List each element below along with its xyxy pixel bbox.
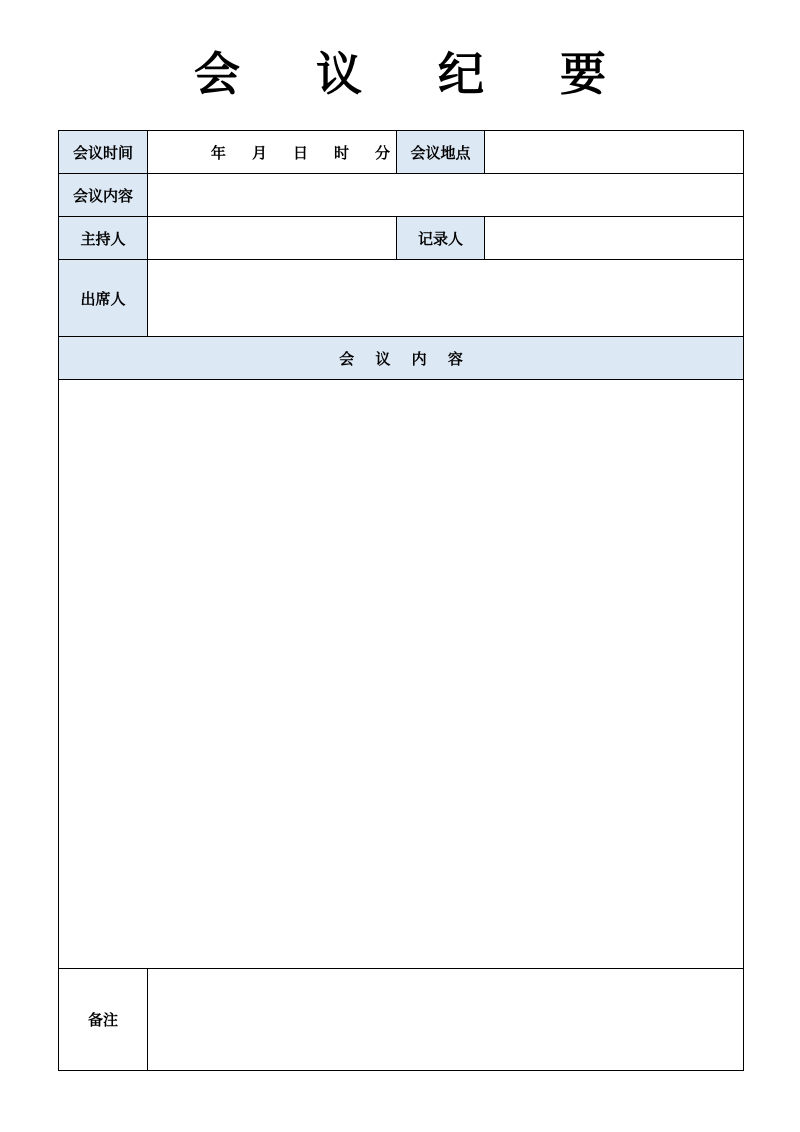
attendees-label: 出席人: [59, 260, 148, 337]
recorder-field[interactable]: [485, 217, 744, 260]
meeting-place-field[interactable]: [485, 131, 744, 174]
meeting-time-field[interactable]: [148, 131, 397, 174]
notes-field[interactable]: [148, 969, 744, 1071]
section-title: 会 议 内 容: [59, 337, 744, 380]
date-year-unit: 年: [210, 143, 226, 162]
meeting-minutes-form: [58, 130, 744, 1071]
meeting-content-label: 会议内容: [59, 174, 148, 217]
row-content-body: [59, 380, 744, 969]
date-month-unit: 月: [251, 143, 267, 162]
date-minute-unit: 分: [374, 143, 390, 162]
date-hour-unit: 时: [333, 143, 349, 162]
content-body-area[interactable]: [59, 380, 744, 969]
row-meeting-time: [59, 131, 744, 174]
row-attendees: [59, 260, 744, 337]
row-meeting-content: [59, 174, 744, 217]
meeting-time-label: 会议时间: [59, 131, 148, 174]
notes-label: 备注: [59, 969, 148, 1071]
host-field[interactable]: [148, 217, 397, 260]
attendees-field[interactable]: [148, 260, 744, 337]
row-notes: [59, 969, 744, 1071]
meeting-content-field[interactable]: [148, 174, 744, 217]
recorder-label: 记录人: [397, 217, 485, 260]
document-title: 会 议 纪 要: [193, 47, 637, 101]
date-day-unit: 日: [292, 143, 308, 162]
meeting-place-label: 会议地点: [397, 131, 485, 174]
row-section-header: [59, 337, 744, 380]
row-host-recorder: [59, 217, 744, 260]
host-label: 主持人: [59, 217, 148, 260]
